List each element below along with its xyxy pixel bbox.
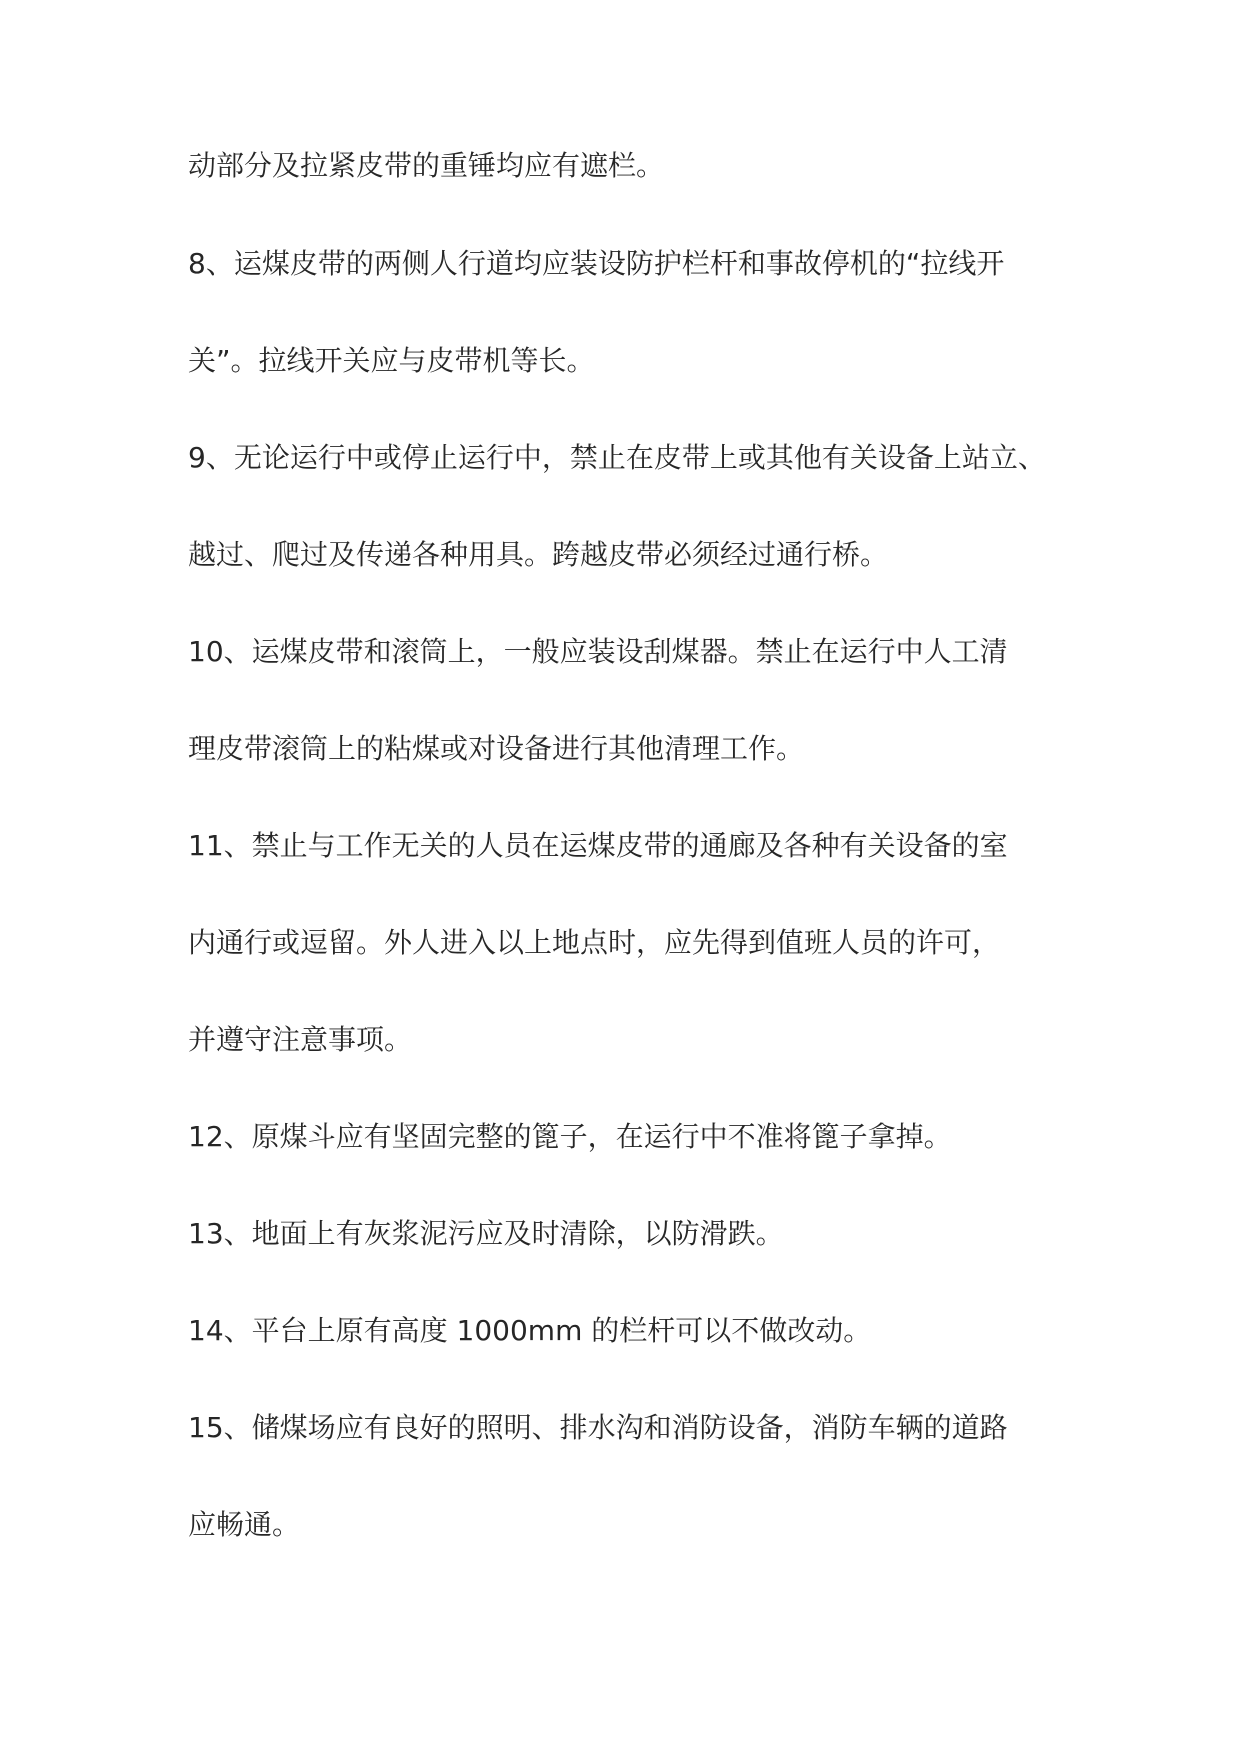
text-line: 内通行或逗留。外人进入以上地点时，应先得到值班人员的许可， <box>188 926 1001 959</box>
text-line: 8、运煤皮带的两侧人行道均应装设防护栏杆和事故停机的“拉线开 <box>188 247 1005 280</box>
text-line: 10、运煤皮带和滚筒上，一般应装设刮煤器。禁止在运行中人工清 <box>188 635 1008 668</box>
text-line: 并遵守注意事项。 <box>188 1023 413 1056</box>
text-line: 12、原煤斗应有坚固完整的篦子，在运行中不准将篦子拿掉。 <box>188 1120 952 1153</box>
text-line: 13、地面上有灰浆泥污应及时清除，以防滑跌。 <box>188 1217 784 1250</box>
text-line: 11、禁止与工作无关的人员在运煤皮带的通廊及各种有关设备的室 <box>188 829 1008 862</box>
text-line: 越过、爬过及传递各种用具。跨越皮带必须经过通行桥。 <box>188 538 889 571</box>
text-line: 9、无论运行中或停止运行中，禁止在皮带上或其他有关设备上站立、 <box>188 441 1046 474</box>
text-line: 动部分及拉紧皮带的重锤均应有遮栏。 <box>188 149 665 182</box>
text-line: 14、平台上原有高度 1000mm 的栏杆可以不做改动。 <box>188 1314 872 1347</box>
text-line: 15、储煤场应有良好的照明、排水沟和消防设备，消防车辆的道路 <box>188 1411 1008 1444</box>
text-line: 理皮带滚筒上的粘煤或对设备进行其他清理工作。 <box>188 732 805 765</box>
text-line: 关”。拉线开关应与皮带机等长。 <box>188 344 595 377</box>
text-line: 应畅通。 <box>188 1508 301 1541</box>
